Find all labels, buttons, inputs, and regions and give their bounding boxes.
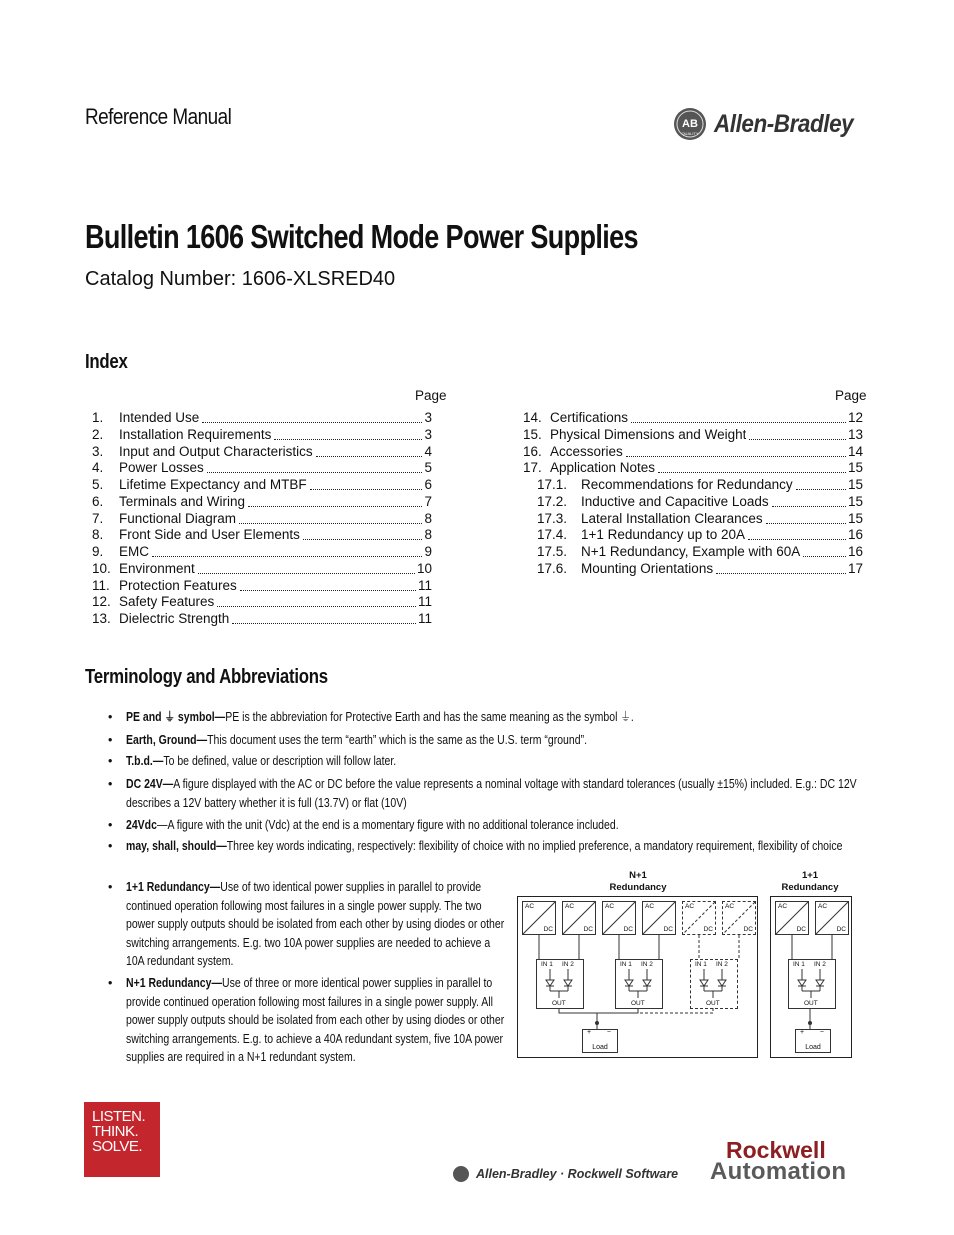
- in2-label: IN 2: [716, 961, 728, 968]
- converter-slash-icon: [563, 902, 595, 934]
- index-entry-page: 15: [847, 460, 863, 476]
- index-entry-page: 10: [416, 560, 432, 576]
- index-entry-leader: [239, 523, 422, 524]
- index-entry-page: 13: [847, 426, 863, 442]
- footer-brands-text: Allen-Bradley · Rockwell Software: [476, 1167, 679, 1181]
- index-entry[interactable]: [92, 443, 432, 460]
- index-entry-title: Accessories: [550, 443, 623, 459]
- automation-line: Automation: [710, 1158, 847, 1185]
- index-entry-leader: [202, 422, 422, 423]
- index-entry-leader: [310, 489, 423, 490]
- index-entry-title: Power Losses: [119, 460, 204, 476]
- index-entry-number: 17.: [523, 460, 542, 476]
- index-entry-leader: [217, 606, 416, 607]
- index-entry-leader: [152, 556, 422, 557]
- converter-slash-icon: [643, 902, 675, 934]
- term-description: Use of three or more identical power supplies in parallel to provide continued operation following most failures in a single power supply. All power supply outputs should be isolated from each other by using diodes or other switching arrangements. E.g. to achieve a 40A redundant system, five 10A power supplies are required in a N+1 redundant system.: [126, 976, 505, 1065]
- power-supply-block: [602, 901, 636, 935]
- index-entry[interactable]: [523, 426, 863, 443]
- bullet-dot: •: [108, 733, 113, 747]
- index-entry-number: 3.: [92, 443, 104, 459]
- terminology-heading: Terminology and Abbreviations: [85, 666, 328, 688]
- index-entry-title: Application Notes: [550, 460, 656, 476]
- index-entry-number: 13.: [92, 611, 111, 626]
- index-entry-leader: [303, 539, 423, 540]
- index-entry-number: 17.4.: [537, 527, 568, 543]
- index-entry-title: Installation Requirements: [119, 426, 272, 442]
- index-entry-page: 16: [847, 527, 863, 543]
- out-label: OUT: [631, 1000, 645, 1007]
- index-entry-number: 17.1.: [537, 477, 568, 492]
- plus-label: +: [587, 1029, 592, 1036]
- index-entry-number: 8.: [92, 527, 104, 543]
- term-description: A figure displayed with the AC or DC before the value represents a nominal voltage with standard tolerances (usually ±15%) included. E.g.: DC 12V describes a 12V battery whether it is full (13.7V) or flat (10V): [126, 777, 857, 810]
- index-entry-title: Safety Features: [119, 594, 215, 610]
- index-entry-leader: [626, 456, 846, 457]
- index-entry[interactable]: [92, 476, 432, 493]
- index-entry-page: 9: [424, 544, 432, 559]
- power-supply-block: [682, 901, 716, 935]
- index-entry-title: Recommendations for Redundancy: [581, 477, 793, 492]
- index-entry-leader: [198, 573, 415, 574]
- power-supply-block: [562, 901, 596, 935]
- index-entry-leader: [274, 439, 422, 440]
- index-entry[interactable]: [537, 560, 863, 577]
- term: T.b.d.—: [126, 754, 164, 768]
- index-entry-page: 8: [424, 527, 432, 543]
- index-entry-title: 1+1 Redundancy up to 20A: [581, 527, 746, 543]
- index-entry-number: 12.: [92, 594, 111, 610]
- diode-pair-icon: [537, 960, 583, 1008]
- index-entry-number: 11.: [92, 577, 110, 593]
- ab-emblem-icon: [672, 106, 708, 142]
- index-page-label-right: Page: [835, 388, 867, 403]
- index-entry-leader: [207, 472, 423, 473]
- index-entry-number: 1.: [92, 410, 104, 425]
- index-entry-title: Terminals and Wiring: [119, 493, 246, 509]
- minus-label: −: [819, 1029, 824, 1036]
- term: DC 24V—: [126, 777, 174, 791]
- index-entry[interactable]: [537, 476, 863, 493]
- index-entry[interactable]: [92, 593, 432, 610]
- index-entry-page: 12: [847, 410, 863, 425]
- index-entry-leader: [240, 590, 416, 591]
- index-entry-number: 5.: [92, 477, 104, 492]
- n1-redundancy-diagram: [517, 896, 758, 1058]
- oring-diode-module: [690, 959, 738, 1009]
- index-entry[interactable]: [92, 409, 432, 426]
- slogan-line-3: SOLVE.: [92, 1138, 143, 1155]
- index-entry-number: 9.: [92, 544, 104, 559]
- out-label: OUT: [804, 1000, 818, 1007]
- one-plus-one-redundancy-title: 1+1 Redundancy: [781, 870, 839, 893]
- index-entry[interactable]: [523, 443, 863, 460]
- index-entry-leader: [658, 472, 846, 473]
- listen-think-solve-logo: [84, 1102, 160, 1177]
- index-entry-page: 6: [424, 477, 432, 492]
- index-entry[interactable]: [92, 577, 432, 594]
- index-entry-title: Dielectric Strength: [119, 611, 230, 626]
- index-entry-number: 17.6.: [537, 560, 568, 576]
- load-label: Load: [592, 1044, 608, 1051]
- index-entry-leader: [232, 623, 416, 624]
- index-entry-title: EMC: [119, 544, 149, 559]
- index-entry[interactable]: [92, 493, 432, 510]
- index-entry-leader: [749, 439, 846, 440]
- converter-slash-icon: [776, 902, 808, 934]
- bullet-dot: •: [108, 754, 113, 768]
- index-entry[interactable]: [523, 409, 863, 426]
- index-entry-page: 3: [424, 426, 432, 442]
- converter-slash-icon: [816, 902, 848, 934]
- one-plus-one-redundancy-diagram: [770, 896, 852, 1058]
- index-heading: Index: [85, 351, 128, 373]
- index-entry-number: 17.5.: [537, 544, 568, 559]
- power-supply-block: [722, 901, 756, 935]
- converter-slash-icon: [603, 902, 635, 934]
- dc-label: DC: [836, 926, 846, 933]
- oring-diode-module: [536, 959, 584, 1009]
- rockwell-automation-logo: [710, 1137, 847, 1185]
- index-entry[interactable]: [92, 459, 432, 476]
- power-supply-block: [815, 901, 849, 935]
- index-entry-number: 15.: [523, 426, 542, 442]
- index-entry-title: Functional Diagram: [119, 510, 237, 526]
- load-label: Load: [805, 1044, 821, 1051]
- in1-label: IN 1: [793, 961, 805, 968]
- converter-slash-icon: [683, 902, 715, 934]
- ab-emblem-subtext: QUALITY: [681, 131, 699, 136]
- index-entry-leader: [631, 422, 846, 423]
- dc-label: DC: [663, 926, 673, 933]
- bullet-dot: •: [108, 839, 113, 853]
- index-entry-leader: [803, 556, 846, 557]
- index-entry[interactable]: [523, 459, 863, 476]
- diode-pair-icon: [691, 960, 737, 1008]
- slogan-line-1: LISTEN.: [92, 1108, 146, 1125]
- in1-label: IN 1: [620, 961, 632, 968]
- rockwell-line: Rockwell: [726, 1137, 826, 1163]
- term-description: PE is the abbreviation for Protective Earth and has the same meaning as the symbol ⏚.: [225, 710, 634, 724]
- index-entry-leader: [316, 456, 423, 457]
- bullet-dot: •: [108, 880, 113, 894]
- ac-label: AC: [685, 903, 695, 910]
- out-label: OUT: [706, 1000, 720, 1007]
- in1-label: IN 1: [541, 961, 553, 968]
- out-label: OUT: [552, 1000, 566, 1007]
- index-entry-title: Lateral Installation Clearances: [581, 510, 763, 526]
- index-entry-leader: [748, 539, 846, 540]
- index-entry-page: 5: [424, 460, 432, 476]
- index-entry-number: 4.: [92, 460, 104, 476]
- index-entry-page: 11: [417, 611, 432, 626]
- load-block: [582, 1029, 618, 1053]
- power-supply-block: [642, 901, 676, 935]
- index-entry-page: 3: [424, 410, 432, 425]
- term-description: —A figure with the unit (Vdc) at the end is a momentary figure with no additional tolerance included.: [156, 818, 619, 832]
- index-entry-leader: [772, 506, 846, 507]
- index-entry-leader: [766, 523, 846, 524]
- index-entry[interactable]: [92, 610, 432, 627]
- n1-redundancy-title: N+1 Redundancy: [609, 870, 667, 893]
- index-entry-page: 14: [847, 443, 863, 459]
- converter-slash-icon: [723, 902, 755, 934]
- index-entry-title: N+1 Redundancy, Example with 60A: [581, 544, 801, 559]
- page-title: Bulletin 1606 Switched Mode Power Supplies: [85, 218, 638, 255]
- bullet-dot: •: [108, 976, 113, 990]
- term: 1+1 Redundancy—: [126, 880, 221, 894]
- index-entry[interactable]: [92, 543, 432, 560]
- in2-label: IN 2: [562, 961, 574, 968]
- index-entry-number: 17.2.: [537, 493, 568, 509]
- index-entry[interactable]: [92, 510, 432, 527]
- ac-label: AC: [525, 903, 535, 910]
- in2-label: IN 2: [814, 961, 826, 968]
- term-description: Use of two identical power supplies in parallel to provide continued operation following most failures in a single power supply. The two power supply outputs should be isolated from each other by using diodes or other switching arrangements. E.g. two 10A power supplies are needed to achieve a 10A redundant system.: [126, 880, 505, 969]
- index-entry-number: 6.: [92, 493, 104, 509]
- index-entry-title: Mounting Orientations: [581, 560, 714, 576]
- bullet-dot: •: [108, 777, 113, 791]
- index-entry-page: 4: [424, 443, 432, 459]
- index-entry-number: 17.3.: [537, 510, 568, 526]
- bullet-dot: •: [108, 710, 113, 724]
- bullet-dot: •: [108, 818, 113, 832]
- index-entry-title: Inductive and Capacitive Loads: [581, 493, 769, 509]
- plus-label: +: [800, 1029, 805, 1036]
- index-entry-number: 2.: [92, 426, 104, 442]
- dc-label: DC: [796, 926, 806, 933]
- power-supply-block: [775, 901, 809, 935]
- term-description: To be defined, value or description will follow later.: [163, 754, 397, 768]
- index-entry-number: 16.: [523, 443, 542, 459]
- index-entry-number: 10.: [92, 560, 111, 576]
- brand-name: Allen-Bradley: [714, 109, 854, 138]
- index-entry-leader: [248, 506, 422, 507]
- index-entry-page: 15: [847, 510, 863, 526]
- term: PE and ⏚ symbol—: [126, 710, 226, 724]
- index-entry[interactable]: [537, 510, 863, 527]
- index-entry[interactable]: [92, 560, 432, 577]
- index-entry-page: 15: [847, 493, 863, 509]
- diode-pair-icon: [616, 960, 662, 1008]
- index-entry-title: Environment: [119, 560, 195, 576]
- index-entry-title: Protection Features: [119, 577, 237, 593]
- in1-label: IN 1: [695, 961, 707, 968]
- index-entry-title: Physical Dimensions and Weight: [550, 426, 747, 442]
- index-entry[interactable]: [537, 526, 863, 543]
- ac-label: AC: [565, 903, 575, 910]
- oring-diode-module: [788, 959, 836, 1009]
- index-entry-page: 11: [417, 594, 432, 610]
- term-description: Three key words indicating, respectively: flexibility of choice with no implied preference, a mandatory requirement, flexibility of choice: [226, 839, 843, 853]
- index-entry-title: Front Side and User Elements: [119, 527, 300, 543]
- ab-small-emblem-icon: [452, 1165, 470, 1183]
- dc-label: DC: [743, 926, 753, 933]
- document-type: Reference Manual: [85, 104, 232, 129]
- allen-bradley-logo: [672, 106, 869, 142]
- dc-label: DC: [543, 926, 553, 933]
- converter-slash-icon: [523, 902, 555, 934]
- index-entry-page: 7: [424, 493, 432, 509]
- index-entry-number: 7.: [92, 510, 104, 526]
- index-entry-page: 15: [847, 477, 863, 492]
- index-entry-title: Certifications: [550, 410, 629, 425]
- in2-label: IN 2: [641, 961, 653, 968]
- index-entry[interactable]: [537, 493, 863, 510]
- index-entry-page: 8: [424, 510, 432, 526]
- oring-diode-module: [615, 959, 663, 1009]
- term: may, shall, should—: [126, 839, 227, 853]
- footer-brands: [452, 1165, 678, 1183]
- index-entry-page: 16: [847, 544, 863, 559]
- index-entry[interactable]: [537, 543, 863, 560]
- index-page-label-left: Page: [415, 388, 447, 403]
- ac-label: AC: [818, 903, 828, 910]
- index-entry-leader: [716, 573, 846, 574]
- index-entry-leader: [796, 489, 846, 490]
- term: N+1 Redundancy—: [126, 976, 222, 990]
- ac-label: AC: [645, 903, 655, 910]
- ab-emblem-text: AB: [682, 118, 698, 130]
- dc-label: DC: [583, 926, 593, 933]
- index-entry-title: Input and Output Characteristics: [119, 443, 313, 459]
- index-entry-page: 17: [847, 560, 863, 576]
- dc-label: DC: [623, 926, 633, 933]
- term: 24Vdc: [126, 818, 157, 832]
- ac-label: AC: [605, 903, 615, 910]
- dc-label: DC: [703, 926, 713, 933]
- load-block: [795, 1029, 831, 1053]
- term: Earth, Ground—: [126, 733, 208, 747]
- ac-label: AC: [725, 903, 735, 910]
- index-entry[interactable]: [92, 426, 432, 443]
- index-entry-title: Intended Use: [119, 410, 200, 425]
- ac-label: AC: [778, 903, 788, 910]
- diode-pair-icon: [789, 960, 835, 1008]
- index-entry-page: 11: [417, 577, 432, 593]
- term-description: This document uses the term “earth” which is the same as the U.S. term “ground”.: [207, 733, 587, 747]
- power-supply-block: [522, 901, 556, 935]
- index-entry-title: Lifetime Expectancy and MTBF: [119, 477, 307, 492]
- catalog-number: Catalog Number: 1606-XLSRED40: [85, 268, 396, 290]
- minus-label: −: [606, 1029, 611, 1036]
- index-entry[interactable]: [92, 526, 432, 543]
- slogan-line-2: THINK.: [92, 1123, 139, 1140]
- index-entry-number: 14.: [523, 410, 542, 425]
